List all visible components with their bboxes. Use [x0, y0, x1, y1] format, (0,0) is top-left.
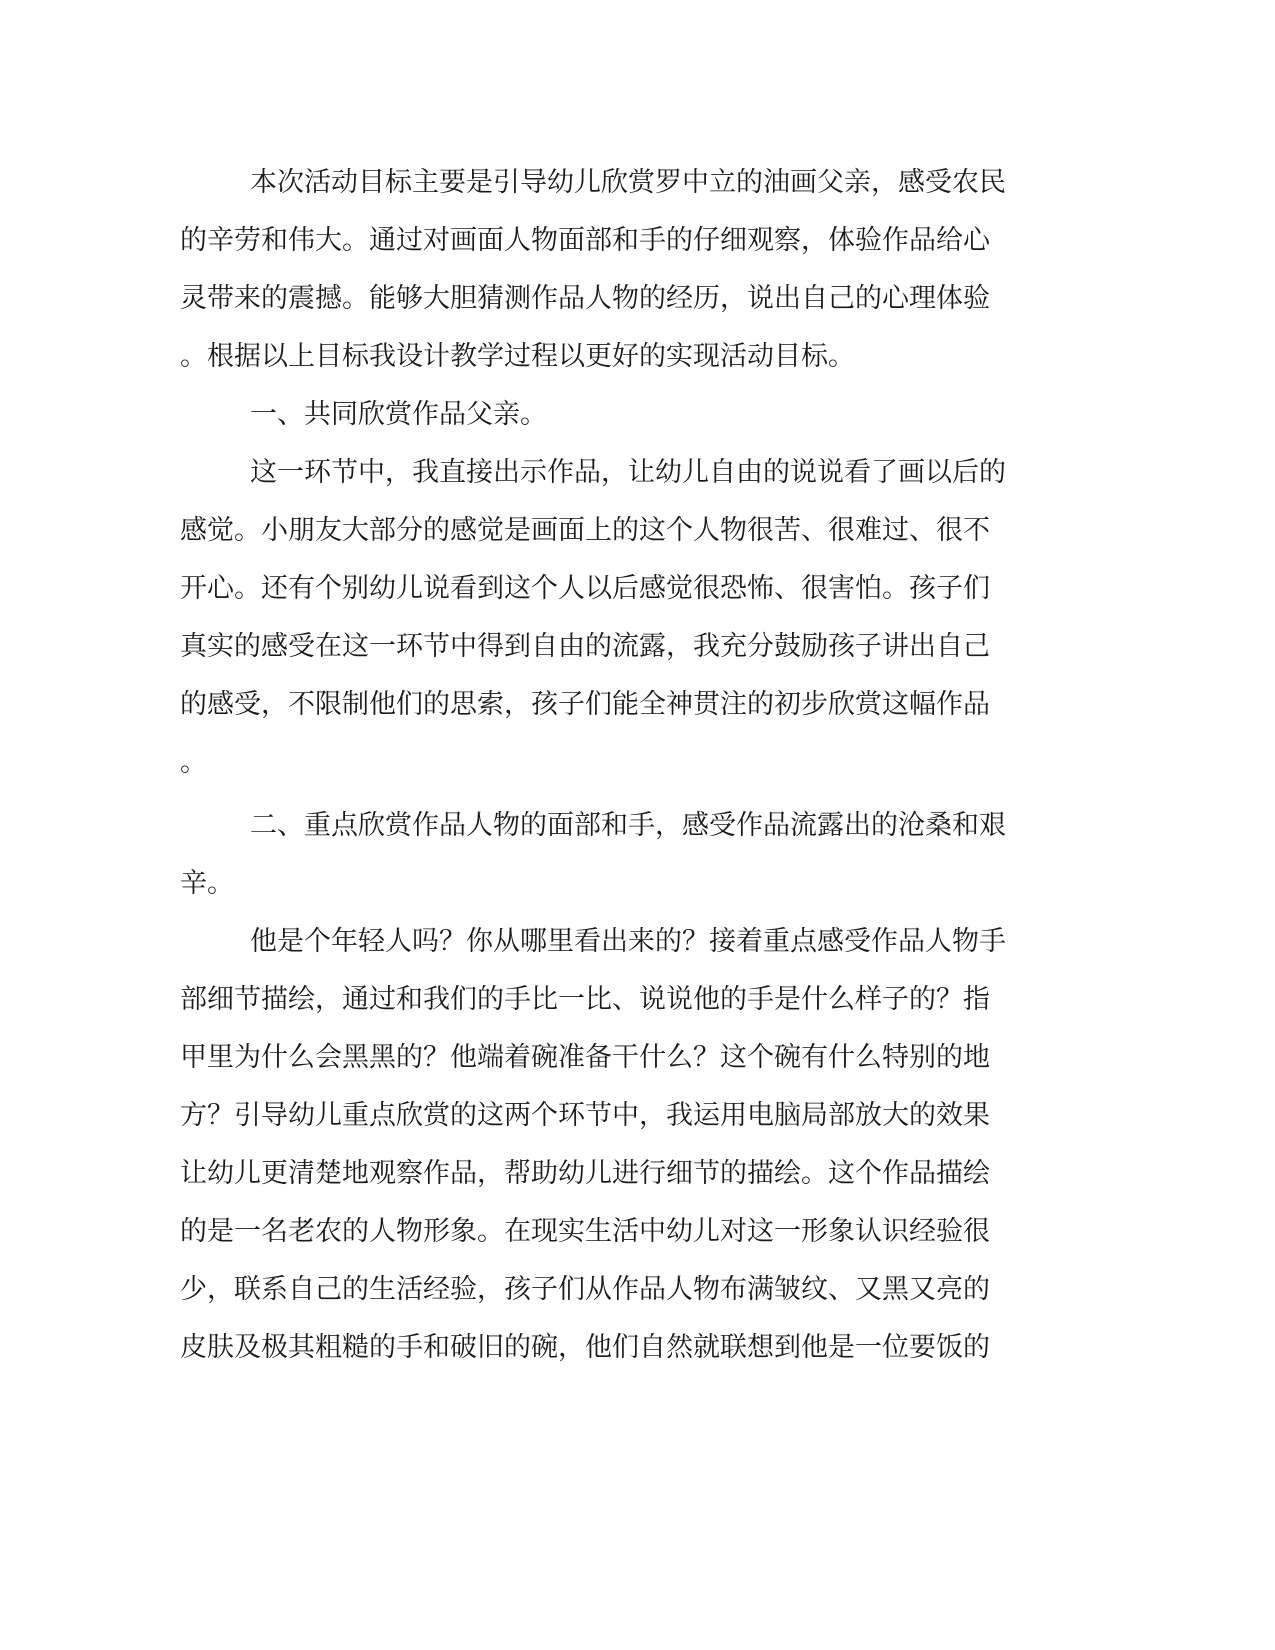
paragraph-line: 灵带来的震撼。能够大胆猜测作品人物的经历，说出自己的心理体验	[180, 283, 990, 314]
paragraph-line: 。根据以上目标我设计教学过程以更好的实现活动目标。	[180, 341, 855, 372]
section-heading: 辛。	[180, 868, 234, 899]
paragraph-line: 本次活动目标主要是引导幼儿欣赏罗中立的油画父亲，感受农民	[250, 167, 1006, 198]
paragraph-line: 少，联系自己的生活经验，孩子们从作品人物布满皱纹、又黑又亮的	[180, 1274, 990, 1305]
section-heading: 二、重点欣赏作品人物的面部和手，感受作品流露出的沧桑和艰	[250, 810, 1006, 841]
paragraph-line: 让幼儿更清楚地观察作品，帮助幼儿进行细节的描绘。这个作品描绘	[180, 1158, 990, 1189]
paragraph-line: 部细节描绘，通过和我们的手比一比、说说他的手是什么样子的？指	[180, 984, 990, 1015]
paragraph-line: 他是个年轻人吗？你从哪里看出来的？接着重点感受作品人物手	[250, 926, 1006, 957]
paragraph-line: 方？引导幼儿重点欣赏的这两个环节中，我运用电脑局部放大的效果	[180, 1100, 990, 1131]
paragraph-line: 这一环节中，我直接出示作品，让幼儿自由的说说看了画以后的	[250, 457, 1006, 488]
paragraph-line: 的感受，不限制他们的思索，孩子们能全神贯注的初步欣赏这幅作品	[180, 689, 990, 720]
paragraph-line: 甲里为什么会黑黑的？他端着碗准备干什么？这个碗有什么特别的地	[180, 1042, 990, 1073]
paragraph-line: 感觉。小朋友大部分的感觉是画面上的这个人物很苦、很难过、很不	[180, 515, 990, 546]
section-heading: 一、共同欣赏作品父亲。	[250, 399, 547, 430]
paragraph-line: 真实的感受在这一环节中得到自由的流露，我充分鼓励孩子讲出自己	[180, 631, 990, 662]
paragraph-line: 。	[180, 747, 207, 778]
paragraph-line: 开心。还有个别幼儿说看到这个人以后感觉很恐怖、很害怕。孩子们	[180, 573, 990, 604]
paragraph-line: 的是一名老农的人物形象。在现实生活中幼儿对这一形象认识经验很	[180, 1216, 990, 1247]
paragraph-line: 皮肤及极其粗糙的手和破旧的碗，他们自然就联想到他是一位要饭的	[180, 1332, 990, 1363]
paragraph-line: 的辛劳和伟大。通过对画面人物面部和手的仔细观察，体验作品给心	[180, 225, 990, 256]
